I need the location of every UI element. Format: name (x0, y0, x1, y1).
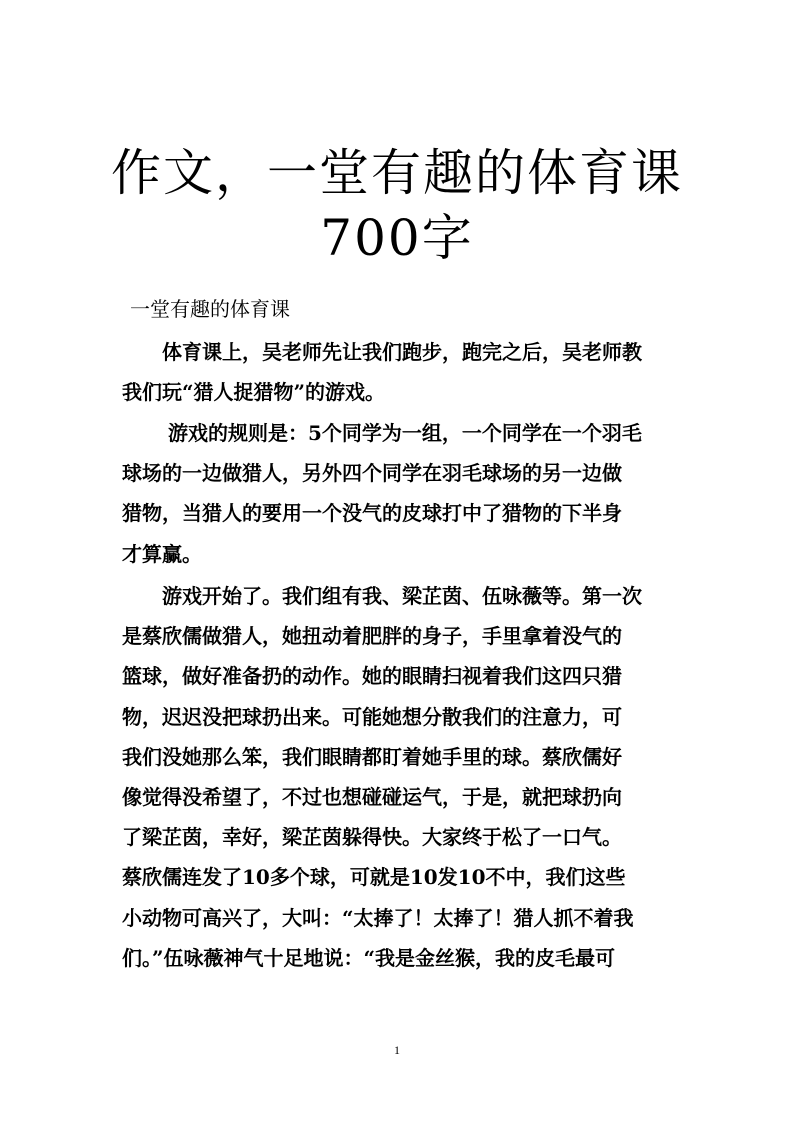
paragraph-line: 物，迟迟没把球扔出来。可能她想分散我们的注意力，可 (122, 704, 622, 729)
paragraph-line: 蔡欣儒连发了10多个球，可就是10发10不中，我们这些 (122, 865, 626, 890)
document-title-line-1: 作文，一堂有趣的体育课 (111, 144, 683, 202)
page-number: 1 (394, 1043, 400, 1057)
paragraph-line: 游戏开始了。我们组有我、梁芷茵、伍咏薇等。第一次 (162, 584, 642, 608)
paragraph-line: 像觉得没希望了，不过也想碰碰运气，于是，就把球扔向 (122, 784, 622, 809)
paragraph-3 (122, 576, 682, 978)
paragraph-line: 是蔡欣儒做猎人，她扭动着肥胖的身子，手里拿着没气的 (122, 624, 622, 649)
paragraph-line: 才算赢。 (122, 541, 202, 566)
paragraph-line: 我们没她那么笨，我们眼睛都盯着她手里的球。蔡欣儒好 (122, 744, 622, 769)
paragraph-line: 猎物，当猎人的要用一个没气的皮球打中了猎物的下半身 (122, 501, 622, 526)
paragraph-line: 游戏的规则是：5个同学为一组，一个同学在一个羽毛 (168, 421, 642, 445)
paragraph-line: 们。”伍咏薇神气十足地说：“我是金丝猴，我的皮毛最可 (122, 945, 616, 970)
paragraph-line: 球场的一边做猎人，另外四个同学在羽毛球场的另一边做 (122, 461, 622, 486)
paragraph-2 (122, 413, 682, 574)
paragraph-line: 体育课上，吴老师先让我们跑步，跑完之后，吴老师教 (162, 340, 642, 364)
essay-subheading: 一堂有趣的体育课 (130, 297, 290, 321)
paragraph-line: 我们玩“猎人捉猎物”的游戏。 (122, 380, 386, 405)
paragraph-line: 小动物可高兴了，大叫：“太捧了！太捧了！猎人抓不着我 (122, 905, 634, 930)
document-title-line-2: 700字 (320, 209, 474, 267)
paragraph-1 (122, 332, 682, 412)
paragraph-line: 了梁芷茵，幸好，梁芷茵躲得快。大家终于松了一口气。 (122, 825, 622, 850)
paragraph-line: 篮球，做好准备扔的动作。她的眼睛扫视着我们这四只猎 (122, 664, 622, 689)
